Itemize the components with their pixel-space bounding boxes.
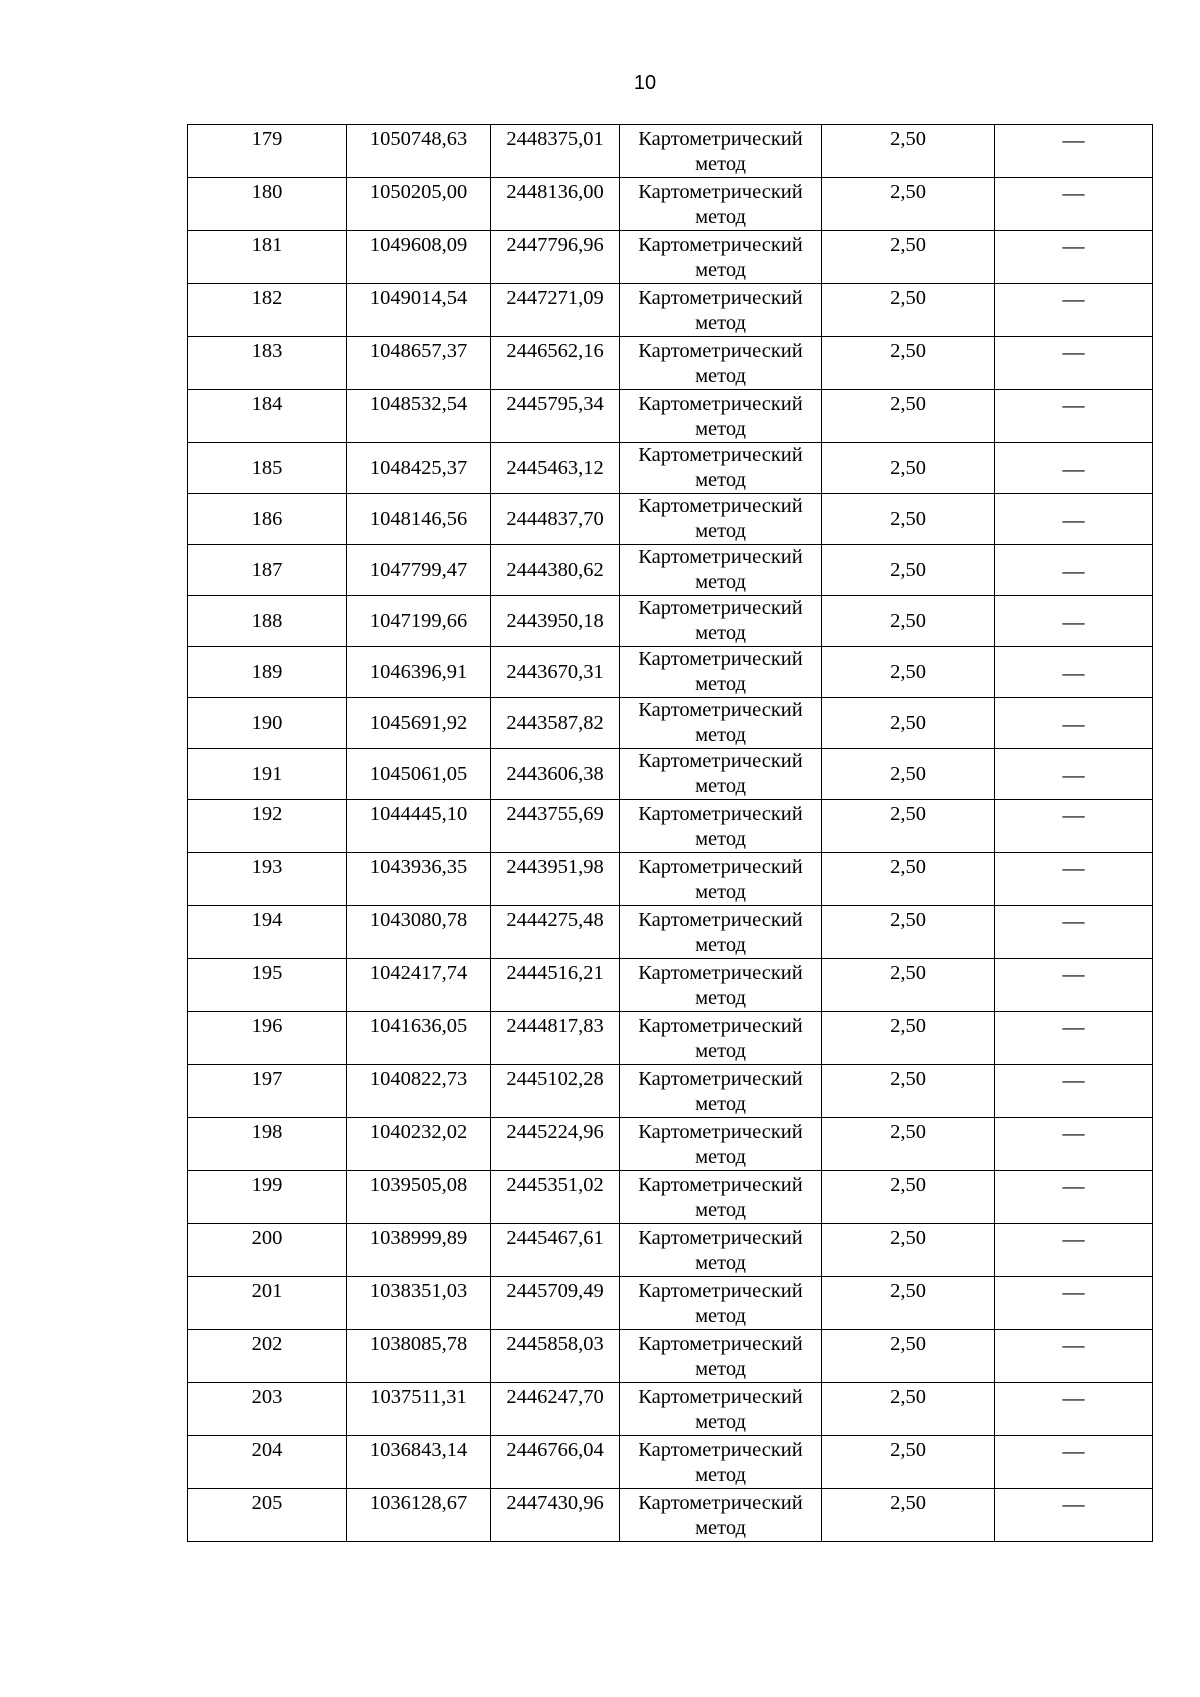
method-cell bbox=[620, 1489, 822, 1542]
method-cell bbox=[620, 749, 822, 800]
error-cell: 2,50 bbox=[822, 698, 995, 749]
y-coordinate-cell: 2447430,96 bbox=[491, 1489, 620, 1542]
x-coordinate-cell: 1036128,67 bbox=[347, 1489, 491, 1542]
note-cell: — bbox=[995, 853, 1153, 906]
method-line-1: Картометрический bbox=[638, 1386, 803, 1408]
method-line-2: метод bbox=[695, 1199, 746, 1221]
method-line-1: Картометрический bbox=[638, 287, 803, 309]
x-coordinate-cell: 1049014,54 bbox=[347, 284, 491, 337]
error-cell: 2,50 bbox=[822, 231, 995, 284]
note-cell: — bbox=[995, 231, 1153, 284]
note-cell: — bbox=[995, 749, 1153, 800]
error-cell: 2,50 bbox=[822, 1436, 995, 1489]
method-line-2: метод bbox=[695, 365, 746, 387]
y-coordinate-cell: 2446562,16 bbox=[491, 337, 620, 390]
y-coordinate-cell: 2445467,61 bbox=[491, 1224, 620, 1277]
note-cell: — bbox=[995, 1489, 1153, 1542]
error-cell: 2,50 bbox=[822, 337, 995, 390]
y-coordinate-cell: 2443670,31 bbox=[491, 647, 620, 698]
method-cell bbox=[620, 1012, 822, 1065]
x-coordinate-cell: 1048146,56 bbox=[347, 494, 491, 545]
error-cell: 2,50 bbox=[822, 1383, 995, 1436]
method-cell bbox=[620, 800, 822, 853]
point-number-cell: 192 bbox=[188, 800, 347, 853]
method-line-2: метод bbox=[695, 828, 746, 850]
error-cell: 2,50 bbox=[822, 1224, 995, 1277]
method-line-2: метод bbox=[695, 418, 746, 440]
method-line-2: метод bbox=[695, 1252, 746, 1274]
method-line-1: Картометрический bbox=[638, 1068, 803, 1090]
table-row bbox=[188, 1224, 1153, 1277]
point-number-cell: 188 bbox=[188, 596, 347, 647]
x-coordinate-cell: 1048657,37 bbox=[347, 337, 491, 390]
note-cell: — bbox=[995, 284, 1153, 337]
table-row bbox=[188, 231, 1153, 284]
method-line-2: метод bbox=[695, 1040, 746, 1062]
method-cell bbox=[620, 231, 822, 284]
method-line-1: Картометрический bbox=[638, 1121, 803, 1143]
method-line-1: Картометрический bbox=[638, 340, 803, 362]
method-cell bbox=[620, 1277, 822, 1330]
note-cell: — bbox=[995, 178, 1153, 231]
point-number-cell: 181 bbox=[188, 231, 347, 284]
table-row bbox=[188, 906, 1153, 959]
method-cell bbox=[620, 959, 822, 1012]
note-cell: — bbox=[995, 1118, 1153, 1171]
point-number-cell: 198 bbox=[188, 1118, 347, 1171]
x-coordinate-cell: 1040822,73 bbox=[347, 1065, 491, 1118]
x-coordinate-cell: 1046396,91 bbox=[347, 647, 491, 698]
table-row bbox=[188, 178, 1153, 231]
point-number-cell: 194 bbox=[188, 906, 347, 959]
point-number-cell: 193 bbox=[188, 853, 347, 906]
method-cell bbox=[620, 1224, 822, 1277]
method-line-1: Картометрический bbox=[638, 181, 803, 203]
method-line-1: Картометрический bbox=[638, 495, 803, 517]
method-line-1: Картометрический bbox=[638, 1439, 803, 1461]
method-line-1: Картометрический bbox=[638, 128, 803, 150]
y-coordinate-cell: 2444837,70 bbox=[491, 494, 620, 545]
table-row bbox=[188, 1436, 1153, 1489]
error-cell: 2,50 bbox=[822, 494, 995, 545]
method-line-1: Картометрический bbox=[638, 1333, 803, 1355]
method-line-1: Картометрический bbox=[638, 597, 803, 619]
table-row bbox=[188, 443, 1153, 494]
method-line-1: Картометрический bbox=[638, 856, 803, 878]
note-cell: — bbox=[995, 959, 1153, 1012]
method-line-1: Картометрический bbox=[638, 1492, 803, 1514]
point-number-cell: 186 bbox=[188, 494, 347, 545]
y-coordinate-cell: 2445709,49 bbox=[491, 1277, 620, 1330]
note-cell: — bbox=[995, 1224, 1153, 1277]
note-cell: — bbox=[995, 1171, 1153, 1224]
table-row bbox=[188, 284, 1153, 337]
note-cell: — bbox=[995, 443, 1153, 494]
error-cell: 2,50 bbox=[822, 443, 995, 494]
note-cell: — bbox=[995, 125, 1153, 178]
x-coordinate-cell: 1048532,54 bbox=[347, 390, 491, 443]
y-coordinate-cell: 2445224,96 bbox=[491, 1118, 620, 1171]
method-cell bbox=[620, 1065, 822, 1118]
note-cell: — bbox=[995, 1330, 1153, 1383]
table-row bbox=[188, 596, 1153, 647]
method-cell bbox=[620, 1118, 822, 1171]
error-cell: 2,50 bbox=[822, 1277, 995, 1330]
error-cell: 2,50 bbox=[822, 390, 995, 443]
error-cell: 2,50 bbox=[822, 853, 995, 906]
y-coordinate-cell: 2446766,04 bbox=[491, 1436, 620, 1489]
error-cell: 2,50 bbox=[822, 1118, 995, 1171]
x-coordinate-cell: 1036843,14 bbox=[347, 1436, 491, 1489]
table-row bbox=[188, 959, 1153, 1012]
point-number-cell: 202 bbox=[188, 1330, 347, 1383]
error-cell: 2,50 bbox=[822, 647, 995, 698]
point-number-cell: 182 bbox=[188, 284, 347, 337]
point-number-cell: 201 bbox=[188, 1277, 347, 1330]
page-number: 10 bbox=[633, 72, 657, 94]
method-cell bbox=[620, 494, 822, 545]
point-number-cell: 197 bbox=[188, 1065, 347, 1118]
x-coordinate-cell: 1047199,66 bbox=[347, 596, 491, 647]
method-cell bbox=[620, 443, 822, 494]
x-coordinate-cell: 1038085,78 bbox=[347, 1330, 491, 1383]
note-cell: — bbox=[995, 337, 1153, 390]
table-row bbox=[188, 1171, 1153, 1224]
method-line-2: метод bbox=[695, 153, 746, 175]
error-cell: 2,50 bbox=[822, 178, 995, 231]
note-cell: — bbox=[995, 390, 1153, 443]
y-coordinate-cell: 2448375,01 bbox=[491, 125, 620, 178]
note-cell: — bbox=[995, 1383, 1153, 1436]
x-coordinate-cell: 1050748,63 bbox=[347, 125, 491, 178]
method-line-2: метод bbox=[695, 775, 746, 797]
table-row bbox=[188, 698, 1153, 749]
point-number-cell: 185 bbox=[188, 443, 347, 494]
point-number-cell: 200 bbox=[188, 1224, 347, 1277]
x-coordinate-cell: 1050205,00 bbox=[347, 178, 491, 231]
method-line-1: Картометрический bbox=[638, 699, 803, 721]
method-line-1: Картометрический bbox=[638, 234, 803, 256]
method-line-1: Картометрический bbox=[638, 1174, 803, 1196]
point-number-cell: 187 bbox=[188, 545, 347, 596]
point-number-cell: 204 bbox=[188, 1436, 347, 1489]
y-coordinate-cell: 2448136,00 bbox=[491, 178, 620, 231]
method-line-2: метод bbox=[695, 724, 746, 746]
y-coordinate-cell: 2445351,02 bbox=[491, 1171, 620, 1224]
note-cell: — bbox=[995, 1012, 1153, 1065]
error-cell: 2,50 bbox=[822, 800, 995, 853]
note-cell: — bbox=[995, 1277, 1153, 1330]
method-cell bbox=[620, 647, 822, 698]
method-line-2: метод bbox=[695, 934, 746, 956]
method-line-1: Картометрический bbox=[638, 803, 803, 825]
method-cell bbox=[620, 284, 822, 337]
method-cell bbox=[620, 906, 822, 959]
method-line-2: метод bbox=[695, 987, 746, 1009]
point-number-cell: 190 bbox=[188, 698, 347, 749]
x-coordinate-cell: 1038999,89 bbox=[347, 1224, 491, 1277]
note-cell: — bbox=[995, 906, 1153, 959]
note-cell: — bbox=[995, 1065, 1153, 1118]
method-line-1: Картометрический bbox=[638, 546, 803, 568]
error-cell: 2,50 bbox=[822, 1489, 995, 1542]
method-cell bbox=[620, 596, 822, 647]
table-row bbox=[188, 1489, 1153, 1542]
x-coordinate-cell: 1048425,37 bbox=[347, 443, 491, 494]
point-number-cell: 196 bbox=[188, 1012, 347, 1065]
error-cell: 2,50 bbox=[822, 1012, 995, 1065]
note-cell: — bbox=[995, 647, 1153, 698]
x-coordinate-cell: 1045061,05 bbox=[347, 749, 491, 800]
method-line-1: Картометрический bbox=[638, 1227, 803, 1249]
method-line-2: метод bbox=[695, 673, 746, 695]
method-line-1: Картометрический bbox=[638, 648, 803, 670]
x-coordinate-cell: 1049608,09 bbox=[347, 231, 491, 284]
y-coordinate-cell: 2444516,21 bbox=[491, 959, 620, 1012]
note-cell: — bbox=[995, 1436, 1153, 1489]
method-line-2: метод bbox=[695, 206, 746, 228]
y-coordinate-cell: 2447796,96 bbox=[491, 231, 620, 284]
y-coordinate-cell: 2445463,12 bbox=[491, 443, 620, 494]
x-coordinate-cell: 1045691,92 bbox=[347, 698, 491, 749]
method-line-1: Картометрический bbox=[638, 750, 803, 772]
method-line-2: метод bbox=[695, 469, 746, 491]
error-cell: 2,50 bbox=[822, 125, 995, 178]
method-line-1: Картометрический bbox=[638, 909, 803, 931]
error-cell: 2,50 bbox=[822, 959, 995, 1012]
method-line-2: метод bbox=[695, 622, 746, 644]
y-coordinate-cell: 2447271,09 bbox=[491, 284, 620, 337]
x-coordinate-cell: 1044445,10 bbox=[347, 800, 491, 853]
method-line-2: метод bbox=[695, 1411, 746, 1433]
note-cell: — bbox=[995, 596, 1153, 647]
y-coordinate-cell: 2443606,38 bbox=[491, 749, 620, 800]
point-number-cell: 189 bbox=[188, 647, 347, 698]
error-cell: 2,50 bbox=[822, 284, 995, 337]
y-coordinate-cell: 2444817,83 bbox=[491, 1012, 620, 1065]
method-line-1: Картометрический bbox=[638, 962, 803, 984]
point-number-cell: 199 bbox=[188, 1171, 347, 1224]
method-line-1: Картометрический bbox=[638, 393, 803, 415]
x-coordinate-cell: 1043080,78 bbox=[347, 906, 491, 959]
point-number-cell: 179 bbox=[188, 125, 347, 178]
y-coordinate-cell: 2443587,82 bbox=[491, 698, 620, 749]
point-number-cell: 203 bbox=[188, 1383, 347, 1436]
table-row bbox=[188, 1065, 1153, 1118]
y-coordinate-cell: 2446247,70 bbox=[491, 1383, 620, 1436]
method-cell bbox=[620, 853, 822, 906]
method-cell bbox=[620, 1330, 822, 1383]
method-line-1: Картометрический bbox=[638, 444, 803, 466]
method-cell bbox=[620, 698, 822, 749]
table-row bbox=[188, 1118, 1153, 1171]
method-cell bbox=[620, 545, 822, 596]
note-cell: — bbox=[995, 698, 1153, 749]
method-cell bbox=[620, 337, 822, 390]
error-cell: 2,50 bbox=[822, 1171, 995, 1224]
table-row bbox=[188, 1330, 1153, 1383]
method-line-1: Картометрический bbox=[638, 1015, 803, 1037]
error-cell: 2,50 bbox=[822, 1065, 995, 1118]
method-line-2: метод bbox=[695, 571, 746, 593]
method-cell bbox=[620, 125, 822, 178]
error-cell: 2,50 bbox=[822, 545, 995, 596]
y-coordinate-cell: 2443950,18 bbox=[491, 596, 620, 647]
method-line-2: метод bbox=[695, 312, 746, 334]
table-row bbox=[188, 494, 1153, 545]
point-number-cell: 191 bbox=[188, 749, 347, 800]
y-coordinate-cell: 2445858,03 bbox=[491, 1330, 620, 1383]
method-line-2: метод bbox=[695, 1517, 746, 1539]
point-number-cell: 184 bbox=[188, 390, 347, 443]
error-cell: 2,50 bbox=[822, 749, 995, 800]
table-row bbox=[188, 800, 1153, 853]
x-coordinate-cell: 1039505,08 bbox=[347, 1171, 491, 1224]
y-coordinate-cell: 2444275,48 bbox=[491, 906, 620, 959]
table-row bbox=[188, 1012, 1153, 1065]
y-coordinate-cell: 2443755,69 bbox=[491, 800, 620, 853]
note-cell: — bbox=[995, 545, 1153, 596]
method-cell bbox=[620, 390, 822, 443]
coordinates-table-body bbox=[188, 125, 1153, 1542]
table-row bbox=[188, 125, 1153, 178]
x-coordinate-cell: 1037511,31 bbox=[347, 1383, 491, 1436]
point-number-cell: 205 bbox=[188, 1489, 347, 1542]
x-coordinate-cell: 1040232,02 bbox=[347, 1118, 491, 1171]
method-cell bbox=[620, 178, 822, 231]
x-coordinate-cell: 1038351,03 bbox=[347, 1277, 491, 1330]
point-number-cell: 183 bbox=[188, 337, 347, 390]
y-coordinate-cell: 2444380,62 bbox=[491, 545, 620, 596]
x-coordinate-cell: 1042417,74 bbox=[347, 959, 491, 1012]
table-row bbox=[188, 853, 1153, 906]
method-cell bbox=[620, 1383, 822, 1436]
method-line-2: метод bbox=[695, 1305, 746, 1327]
y-coordinate-cell: 2445102,28 bbox=[491, 1065, 620, 1118]
x-coordinate-cell: 1041636,05 bbox=[347, 1012, 491, 1065]
error-cell: 2,50 bbox=[822, 1330, 995, 1383]
y-coordinate-cell: 2443951,98 bbox=[491, 853, 620, 906]
method-line-2: метод bbox=[695, 1464, 746, 1486]
note-cell: — bbox=[995, 494, 1153, 545]
method-line-2: метод bbox=[695, 259, 746, 281]
coordinates-table bbox=[187, 124, 1153, 1542]
method-line-2: метод bbox=[695, 881, 746, 903]
point-number-cell: 180 bbox=[188, 178, 347, 231]
method-line-2: метод bbox=[695, 1146, 746, 1168]
table-row bbox=[188, 545, 1153, 596]
point-number-cell: 195 bbox=[188, 959, 347, 1012]
x-coordinate-cell: 1043936,35 bbox=[347, 853, 491, 906]
method-line-2: метод bbox=[695, 1358, 746, 1380]
x-coordinate-cell: 1047799,47 bbox=[347, 545, 491, 596]
y-coordinate-cell: 2445795,34 bbox=[491, 390, 620, 443]
method-line-2: метод bbox=[695, 520, 746, 542]
method-cell bbox=[620, 1171, 822, 1224]
error-cell: 2,50 bbox=[822, 596, 995, 647]
method-line-1: Картометрический bbox=[638, 1280, 803, 1302]
table-row bbox=[188, 647, 1153, 698]
table-row bbox=[188, 390, 1153, 443]
table-row bbox=[188, 337, 1153, 390]
table-row bbox=[188, 1383, 1153, 1436]
method-line-2: метод bbox=[695, 1093, 746, 1115]
table-row bbox=[188, 749, 1153, 800]
note-cell: — bbox=[995, 800, 1153, 853]
table-row bbox=[188, 1277, 1153, 1330]
method-cell bbox=[620, 1436, 822, 1489]
error-cell: 2,50 bbox=[822, 906, 995, 959]
